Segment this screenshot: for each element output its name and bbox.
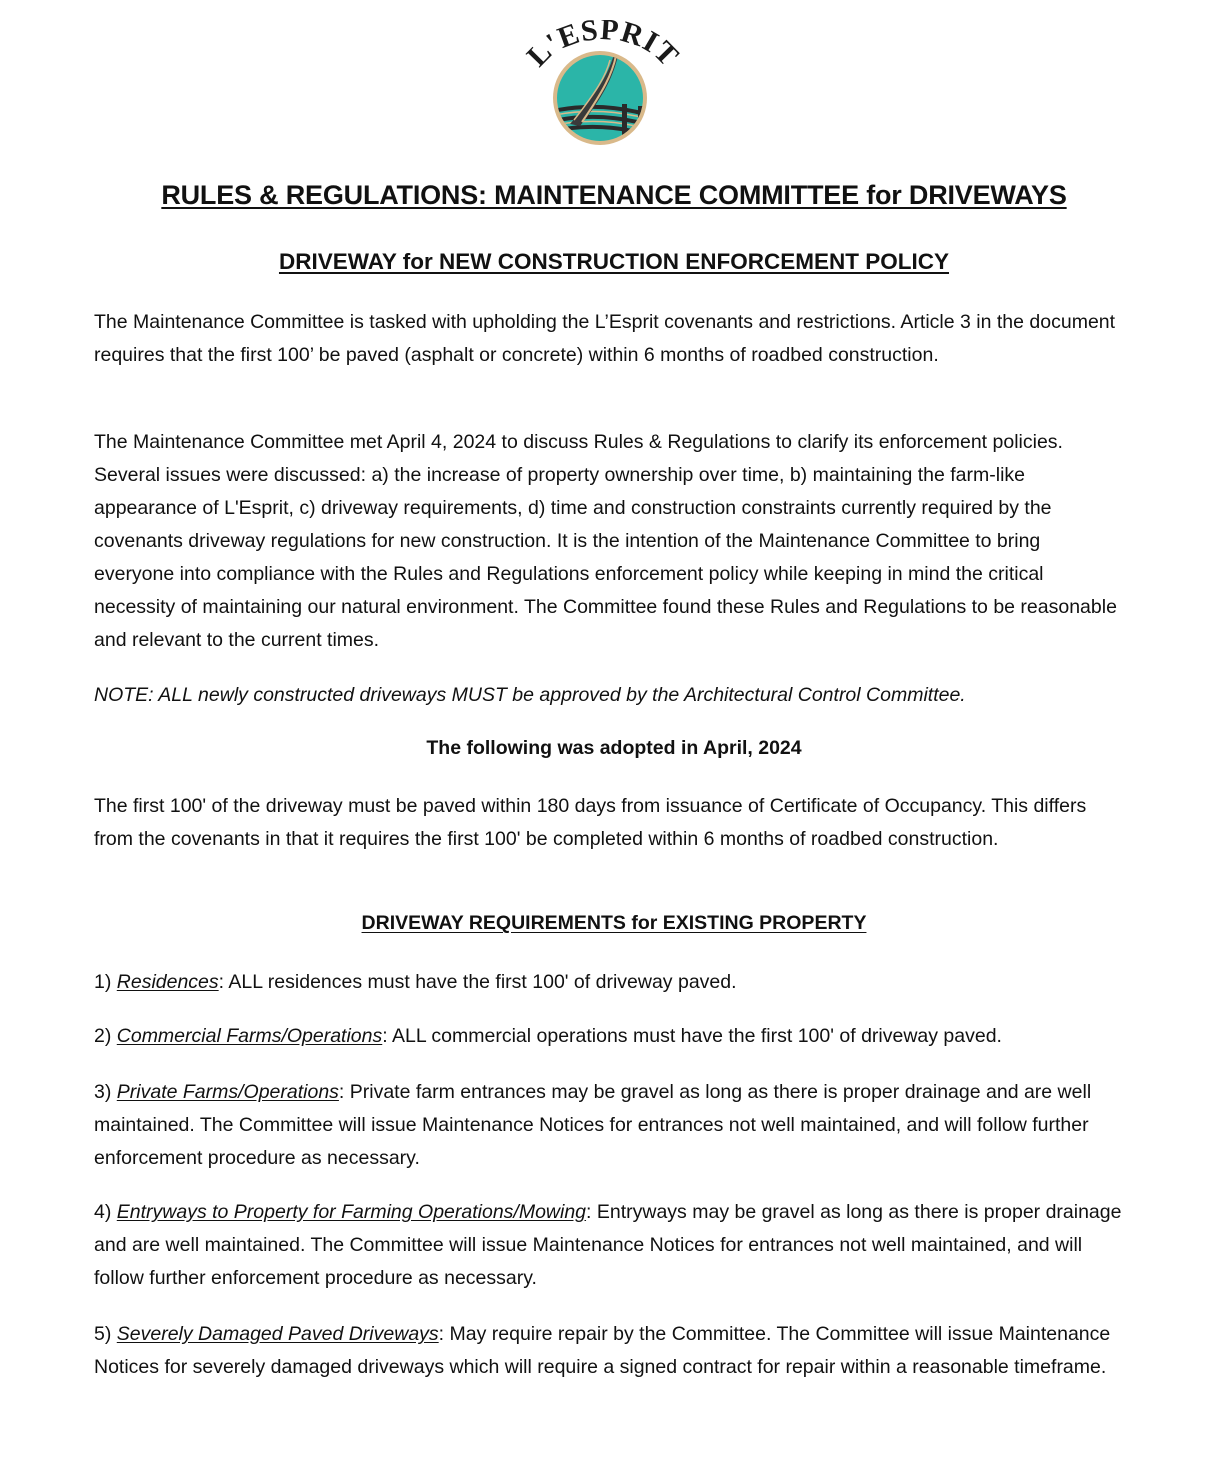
requirement-label: Entryways to Property for Farming Operations/Mowing bbox=[116, 1201, 587, 1223]
requirement-item bbox=[94, 1020, 1124, 1053]
logo-text: L'ESPRIT bbox=[520, 20, 686, 74]
requirement-item bbox=[94, 1196, 1124, 1295]
adopted-heading: The following was adopted in April, 2024 bbox=[426, 737, 802, 759]
requirement-item bbox=[94, 1318, 1124, 1384]
meeting-paragraph: The Maintenance Committee met April 4, 2024 to discuss Rules & Regulations to clarify its enforcement policies. Several issues were discussed: a) the increase of property ownership over time, b) maintaining the farm-like appearance of L'Esprit, c) driveway requirements, d) time and construction constraints currently required by the covenants driveway regulations for new construction. It is the intention of the Maintenance Committee to bring everyone into compliance with the Rules and Regulations enforcement policy while keeping in mind the critical necessity of maintaining our natural environment. The Committee found these Rules and Regulations to be reasonable and relevant to the current times. bbox=[94, 431, 1117, 651]
requirement-number: 2) bbox=[94, 1025, 117, 1047]
requirement-number: 1) bbox=[94, 971, 117, 993]
lesprit-logo bbox=[518, 20, 688, 150]
requirements-heading: DRIVEWAY REQUIREMENTS for EXISTING PROPERTY bbox=[361, 912, 867, 934]
requirement-text: : ALL residences must have the first 100' of driveway paved. bbox=[218, 971, 737, 993]
requirement-label: Severely Damaged Paved Driveways bbox=[116, 1323, 439, 1345]
requirement-text: : Entryways may be gravel as long as there is proper drainage and are well maintained. The Committee will issue Maintenance Notices for entrances not well maintained, and will follow further enforcement procedure as necessary. bbox=[94, 1201, 1122, 1289]
policy-subtitle: DRIVEWAY for NEW CONSTRUCTION ENFORCEMENT POLICY bbox=[278, 249, 950, 274]
logo-emblem-icon bbox=[518, 20, 688, 150]
requirement-label: Residences bbox=[116, 971, 219, 993]
adopted-paragraph: The first 100' of the driveway must be paved within 180 days from issuance of Certificate of Occupancy. This differs from the covenants in that it requires the first 100' be completed within 6 months of roadbed construction. bbox=[94, 795, 1087, 850]
requirement-label: Commercial Farms/Operations bbox=[116, 1025, 383, 1047]
requirement-text: : ALL commercial operations must have the first 100' of driveway paved. bbox=[382, 1025, 1002, 1047]
intro-paragraph: The Maintenance Committee is tasked with upholding the L’Esprit covenants and restrictions. Article 3 in the document requires that the first 100’ be paved (asphalt or concrete) within 6 months of roadbed construction. bbox=[94, 311, 1116, 366]
approval-note: NOTE: ALL newly constructed driveways MUST be approved by the Architectural Control Committee. bbox=[94, 684, 966, 706]
requirement-text: : May require repair by the Committee. The Committee will issue Maintenance Notices for severely damaged driveways which will require a signed contract for repair within a reasonable timeframe. bbox=[94, 1323, 1111, 1378]
requirement-label: Private Farms/Operations bbox=[116, 1081, 339, 1103]
requirement-item bbox=[94, 966, 1124, 999]
requirement-number: 3) bbox=[94, 1081, 117, 1103]
requirement-item bbox=[94, 1076, 1124, 1175]
requirement-number: 5) bbox=[94, 1323, 117, 1345]
page-title: RULES & REGULATIONS: MAINTENANCE COMMITTEE for DRIVEWAYS bbox=[161, 180, 1067, 210]
requirement-text: : Private farm entrances may be gravel as long as there is proper drainage and are well maintained. The Committee will issue Maintenance Notices for entrances not well maintained, and will follow further enforcement procedure as necessary. bbox=[94, 1081, 1092, 1169]
requirement-number: 4) bbox=[94, 1201, 117, 1223]
